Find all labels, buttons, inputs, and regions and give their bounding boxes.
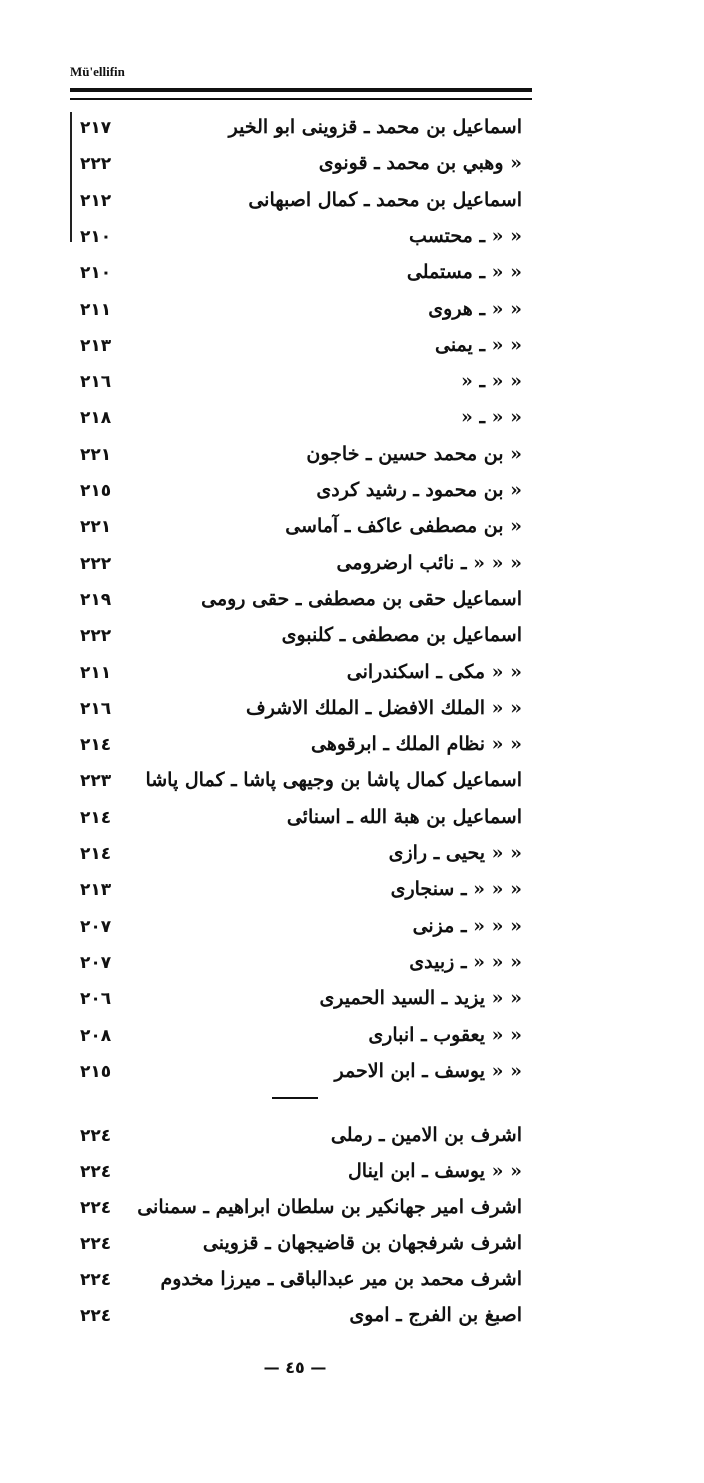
index-entry xyxy=(70,874,540,910)
entry-name: « « یحیی ـ رازی xyxy=(388,842,522,864)
entry-name: « « « ـ سنجاری xyxy=(390,878,522,901)
entry-page-number: ٢١٩ xyxy=(80,589,112,610)
index-entry xyxy=(70,548,540,584)
entry-page-number: ٢٢٣ xyxy=(80,771,112,792)
entry-page-number: ٢٠٦ xyxy=(80,989,112,1010)
entry-name: اسماعيل بن محمد ـ قزوینی ابو الخیر xyxy=(228,116,522,138)
index-entry xyxy=(70,1264,540,1300)
index-entry xyxy=(70,366,540,402)
index-entry xyxy=(70,729,540,765)
index-entry xyxy=(70,1056,540,1092)
entry-name: « « « ـ زبیدی xyxy=(409,950,522,973)
entry-name: « « یعقوب ـ انباری xyxy=(368,1023,522,1046)
index-entry xyxy=(70,439,540,475)
index-entry xyxy=(70,657,540,693)
index-entry xyxy=(70,1228,540,1264)
entry-name: اسماعيل بن مصطفى ـ كلنبوی xyxy=(281,624,522,647)
index-entry xyxy=(70,838,540,874)
index-entry xyxy=(70,1300,540,1336)
index-entry xyxy=(70,1020,540,1056)
entry-page-number: ٢٠٧ xyxy=(80,916,112,937)
entry-name: « « یوسف ـ ابن الاحمر xyxy=(334,1059,522,1082)
entry-page-number: ٢١٠ xyxy=(80,263,112,284)
entry-name: اشرف شرفجهان بن قاضیجهان ـ قزوینی xyxy=(202,1232,522,1254)
entry-page-number: ٢١٨ xyxy=(80,408,112,429)
index-entry xyxy=(70,1120,540,1156)
index-entry xyxy=(70,402,540,438)
entry-page-number: ٢٢١ xyxy=(80,517,112,538)
entry-page-number: ٢١٢ xyxy=(80,190,112,211)
index-entry xyxy=(70,185,540,221)
entry-page-number: ٢٠٧ xyxy=(80,952,112,973)
entry-page-number: ٢١٥ xyxy=(80,481,112,501)
entry-name: « بن محمد حسين ـ خاجون xyxy=(306,442,522,465)
entry-name: « « ـ یمنی xyxy=(434,333,522,356)
entry-name: « « ـ « xyxy=(460,370,522,393)
entry-page-number: ٢٢٤ xyxy=(80,1126,112,1146)
entry-name: « « مكی ـ اسكندرانی xyxy=(346,660,522,683)
index-entry xyxy=(70,620,540,656)
entry-page-number: ٢١٤ xyxy=(80,735,112,756)
index-entry xyxy=(70,1156,540,1192)
entry-page-number: ٢١٤ xyxy=(80,844,112,864)
entry-page-number: ٢٢٢ xyxy=(80,553,112,574)
entry-page-number: ٢١٣ xyxy=(80,880,112,901)
entry-page-number: ٢١١ xyxy=(80,662,112,683)
entry-name: « بن محمود ـ رشید كردی xyxy=(316,479,522,501)
running-header: Mü'ellifin xyxy=(70,64,125,79)
entry-page-number: ٢٢٢ xyxy=(80,154,112,175)
page-number: — ٤٥ — xyxy=(263,1358,327,1377)
entry-page-number: ٢١٣ xyxy=(80,335,112,356)
entry-page-number: ٢٢٢ xyxy=(80,626,112,647)
section-separator xyxy=(272,1097,318,1099)
entry-name: « « « ـ مزنی xyxy=(412,914,522,937)
entry-name: « وهبي بن محمد ـ قونوی xyxy=(318,152,522,175)
entry-name: اسماعيل كمال پاشا بن وجيهی پاشا ـ كمال پاشا xyxy=(145,769,522,792)
index-entry xyxy=(70,475,540,511)
index-entry xyxy=(70,330,540,366)
entry-page-number: ٢٢٤ xyxy=(80,1270,112,1290)
entry-name: اسماعيل بن محمد ـ كمال اصبهانی xyxy=(248,188,522,211)
entry-name: « « یزید ـ السید الحمیری xyxy=(319,987,522,1010)
index-entry xyxy=(70,294,540,330)
index-entry xyxy=(70,911,540,947)
entry-name: اشرف بن الامین ـ رملی xyxy=(330,1124,522,1146)
index-entry xyxy=(70,511,540,547)
entry-page-number: ٢١٧ xyxy=(80,118,112,138)
index-entry xyxy=(70,257,540,293)
entry-name: « « نظام الملك ـ ابرقوهی xyxy=(311,733,522,756)
index-entry xyxy=(70,802,540,838)
index-entry xyxy=(70,983,540,1019)
entry-page-number: ٢١١ xyxy=(80,299,112,320)
index-entries xyxy=(70,0,540,1483)
entry-name: « بن مصطفى عاكف ـ آماسی xyxy=(285,515,522,538)
entry-page-number: ٢٢١ xyxy=(80,444,112,465)
entry-page-number: ٢١٥ xyxy=(80,1061,112,1082)
index-entry xyxy=(70,112,540,148)
entry-page-number: ٢١٦ xyxy=(80,372,112,393)
entry-name: اشرف محمد بن میر عبدالباقی ـ میرزا مخدوم xyxy=(160,1268,522,1290)
entry-page-number: ٢١٦ xyxy=(80,698,112,719)
entry-page-number: ٢٢٤ xyxy=(80,1306,112,1326)
entry-name: « « ـ هروی xyxy=(428,297,522,320)
entry-page-number: ٢١٠ xyxy=(80,226,112,247)
index-entry xyxy=(70,947,540,983)
index-entry xyxy=(70,148,540,184)
entry-name: اشرف امیر جهانكیر بن سلطان ابراهیم ـ سمنانی xyxy=(137,1196,522,1218)
index-entry xyxy=(70,1192,540,1228)
entry-name: اسماعيل بن هبة الله ـ اسنائی xyxy=(286,805,522,828)
entry-name: « « « ـ نائب ارضرومی xyxy=(336,551,522,574)
index-entry xyxy=(70,693,540,729)
index-entry xyxy=(70,221,540,257)
entry-page-number: ٢٢٤ xyxy=(80,1162,112,1182)
index-entry xyxy=(70,584,540,620)
entry-name: اصبغ بن الفرج ـ اموی xyxy=(349,1304,522,1326)
entry-name: « « ـ محتسب xyxy=(409,224,522,247)
entry-name: « « ـ « xyxy=(460,406,522,429)
entry-name: اسماعيل حقی بن مصطفى ـ حقی رومی xyxy=(201,587,522,610)
entry-page-number: ٢١٤ xyxy=(80,807,112,828)
entry-page-number: ٢٢٤ xyxy=(80,1198,112,1218)
entry-name: « « الملك الافضل ـ الملك الاشرف xyxy=(246,696,522,719)
index-entry xyxy=(70,765,540,801)
entry-name: « « یوسف ـ ابن اینال xyxy=(347,1160,522,1182)
entry-name: « « ـ مستملی xyxy=(406,261,522,284)
entry-page-number: ٢٠٨ xyxy=(80,1025,112,1046)
entry-page-number: ٢٢٤ xyxy=(80,1234,112,1254)
